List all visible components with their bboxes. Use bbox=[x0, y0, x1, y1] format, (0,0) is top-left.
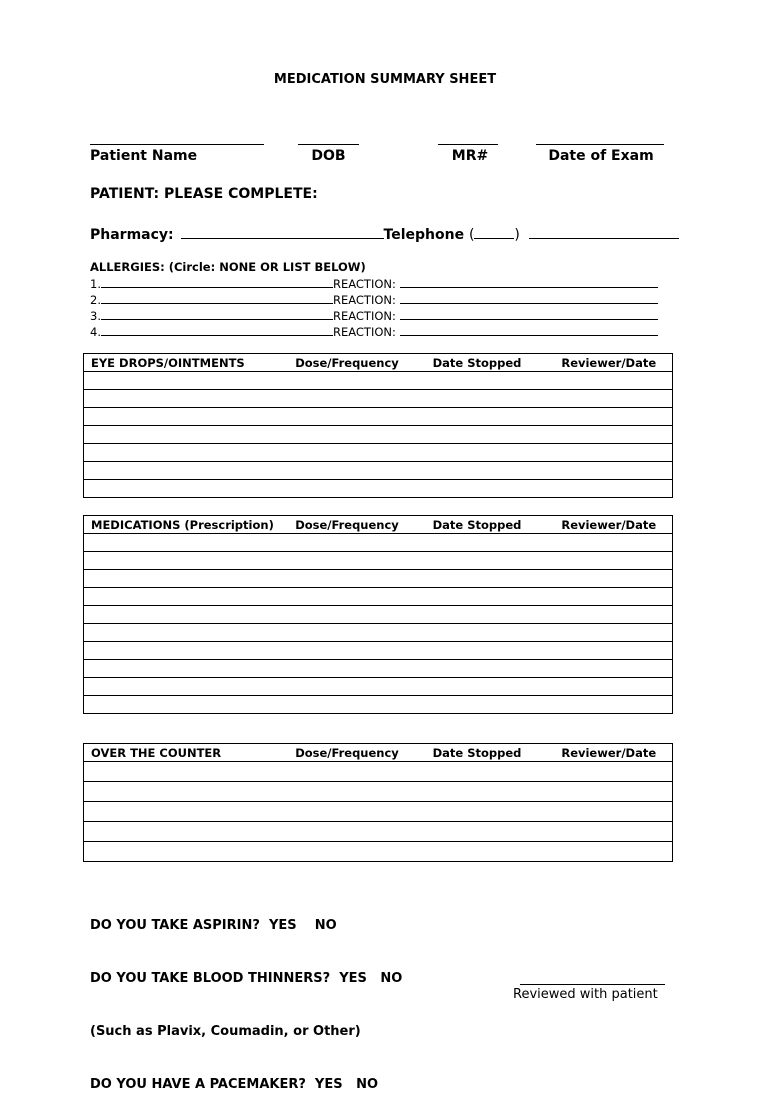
eye-drops-table bbox=[83, 353, 673, 498]
mr-line[interactable] bbox=[438, 144, 498, 145]
dob-label: DOB bbox=[311, 148, 346, 164]
date-stopped-header: Date Stopped bbox=[409, 516, 539, 534]
table-row[interactable] bbox=[84, 534, 673, 552]
over-the-counter-table bbox=[83, 743, 673, 862]
reviewer-date-header: Reviewer/Date bbox=[539, 354, 673, 372]
table-row-cell[interactable] bbox=[84, 570, 673, 588]
table-row[interactable] bbox=[84, 552, 673, 570]
reaction-field[interactable] bbox=[400, 292, 658, 304]
blood-thinners-question: DO YOU TAKE BLOOD THINNERS? YES NO bbox=[90, 970, 403, 986]
telephone-number-field[interactable] bbox=[529, 224, 679, 239]
date-of-exam-line[interactable] bbox=[536, 144, 664, 145]
table-row-cell[interactable] bbox=[84, 782, 673, 802]
table-row-cell[interactable] bbox=[84, 606, 673, 624]
date-stopped-header: Date Stopped bbox=[409, 354, 539, 372]
table-row-cell[interactable] bbox=[84, 444, 673, 462]
table-row[interactable] bbox=[84, 462, 673, 480]
eye-drops-header: EYE DROPS/OINTMENTS bbox=[84, 354, 279, 372]
table-row[interactable] bbox=[84, 390, 673, 408]
blood-thinners-examples: (Such as Plavix, Coumadin, or Other) bbox=[90, 1023, 361, 1039]
table-row-cell[interactable] bbox=[84, 842, 673, 862]
pharmacy-row bbox=[90, 224, 679, 243]
allergy-row bbox=[90, 324, 658, 339]
allergy-number: 1. bbox=[90, 277, 101, 291]
patient-name-line[interactable] bbox=[90, 144, 264, 145]
table-row-cell[interactable] bbox=[84, 408, 673, 426]
table-row-cell[interactable] bbox=[84, 822, 673, 842]
table-row-cell[interactable] bbox=[84, 462, 673, 480]
dob-line[interactable] bbox=[298, 144, 359, 145]
table-row-cell[interactable] bbox=[84, 390, 673, 408]
table-row-cell[interactable] bbox=[84, 802, 673, 822]
questions-block bbox=[90, 882, 402, 1111]
medications-table bbox=[83, 515, 673, 714]
table-row-cell[interactable] bbox=[84, 660, 673, 678]
table-row[interactable] bbox=[84, 588, 673, 606]
allergy-field[interactable] bbox=[101, 276, 333, 288]
table-row[interactable] bbox=[84, 696, 673, 714]
table-row-cell[interactable] bbox=[84, 624, 673, 642]
table-row[interactable] bbox=[84, 802, 673, 822]
allergies-heading: ALLERGIES: (Circle: NONE OR LIST BELOW) bbox=[90, 260, 366, 274]
table-row-cell[interactable] bbox=[84, 588, 673, 606]
table-row[interactable] bbox=[84, 408, 673, 426]
reaction-field[interactable] bbox=[400, 324, 658, 336]
allergy-number: 3. bbox=[90, 309, 101, 323]
table-row-cell[interactable] bbox=[84, 372, 673, 390]
reaction-label: REACTION: bbox=[332, 325, 396, 339]
pacemaker-question: DO YOU HAVE A PACEMAKER? YES NO bbox=[90, 1076, 379, 1092]
table-row[interactable] bbox=[84, 822, 673, 842]
patient-name-label: Patient Name bbox=[90, 148, 198, 164]
table-row-cell[interactable] bbox=[84, 696, 673, 714]
reviewed-signature-line[interactable] bbox=[520, 984, 665, 985]
reaction-label: REACTION: bbox=[332, 293, 396, 307]
table-row[interactable] bbox=[84, 678, 673, 696]
dose-frequency-header: Dose/Frequency bbox=[279, 744, 409, 762]
reaction-field[interactable] bbox=[400, 308, 658, 320]
table-row[interactable] bbox=[84, 570, 673, 588]
reaction-label: REACTION: bbox=[332, 309, 396, 323]
table-row[interactable] bbox=[84, 606, 673, 624]
telephone-paren-close: ) bbox=[514, 227, 520, 243]
pharmacy-label: Pharmacy: bbox=[90, 227, 174, 243]
reviewed-with-patient-label: Reviewed with patient bbox=[513, 987, 658, 1002]
table-row[interactable] bbox=[84, 782, 673, 802]
mr-label: MR# bbox=[451, 148, 489, 164]
table-row-cell[interactable] bbox=[84, 678, 673, 696]
table-row[interactable] bbox=[84, 642, 673, 660]
table-row-cell[interactable] bbox=[84, 480, 673, 498]
over-the-counter-header: OVER THE COUNTER bbox=[84, 744, 279, 762]
date-stopped-header: Date Stopped bbox=[409, 744, 539, 762]
table-row[interactable] bbox=[84, 480, 673, 498]
table-row-cell[interactable] bbox=[84, 534, 673, 552]
dose-frequency-header: Dose/Frequency bbox=[279, 354, 409, 372]
medications-header: MEDICATIONS (Prescription) bbox=[84, 516, 279, 534]
allergy-field[interactable] bbox=[101, 292, 333, 304]
table-header-row bbox=[84, 744, 673, 762]
table-row-cell[interactable] bbox=[84, 552, 673, 570]
allergy-field[interactable] bbox=[101, 324, 333, 336]
reaction-label: REACTION: bbox=[332, 277, 396, 291]
reviewer-date-header: Reviewer/Date bbox=[539, 516, 673, 534]
telephone-label: Telephone bbox=[383, 227, 465, 243]
table-header-row bbox=[84, 516, 673, 534]
page-title: MEDICATION SUMMARY SHEET bbox=[273, 72, 497, 87]
reaction-field[interactable] bbox=[400, 276, 658, 288]
allergy-number: 2. bbox=[90, 293, 101, 307]
allergy-field[interactable] bbox=[101, 308, 333, 320]
allergy-row bbox=[90, 292, 658, 307]
table-row-cell[interactable] bbox=[84, 642, 673, 660]
aspirin-question: DO YOU TAKE ASPIRIN? YES NO bbox=[90, 918, 337, 934]
table-row[interactable] bbox=[84, 444, 673, 462]
date-of-exam-label: Date of Exam bbox=[548, 148, 654, 164]
table-row[interactable] bbox=[84, 624, 673, 642]
telephone-area-code-field[interactable] bbox=[474, 224, 514, 239]
table-row[interactable] bbox=[84, 660, 673, 678]
allergy-row bbox=[90, 308, 658, 323]
allergy-row bbox=[90, 276, 658, 291]
table-row[interactable] bbox=[84, 426, 673, 444]
table-row[interactable] bbox=[84, 842, 673, 862]
telephone-paren-open: ( bbox=[468, 227, 475, 243]
table-row[interactable] bbox=[84, 762, 673, 782]
pharmacy-field[interactable] bbox=[181, 224, 384, 239]
allergy-number: 4. bbox=[90, 325, 101, 339]
dose-frequency-header: Dose/Frequency bbox=[279, 516, 409, 534]
table-row[interactable] bbox=[84, 372, 673, 390]
reviewer-date-header: Reviewer/Date bbox=[539, 744, 673, 762]
table-header-row bbox=[84, 354, 673, 372]
patient-complete-heading: PATIENT: PLEASE COMPLETE: bbox=[90, 186, 318, 202]
table-row-cell[interactable] bbox=[84, 762, 673, 782]
table-row-cell[interactable] bbox=[84, 426, 673, 444]
